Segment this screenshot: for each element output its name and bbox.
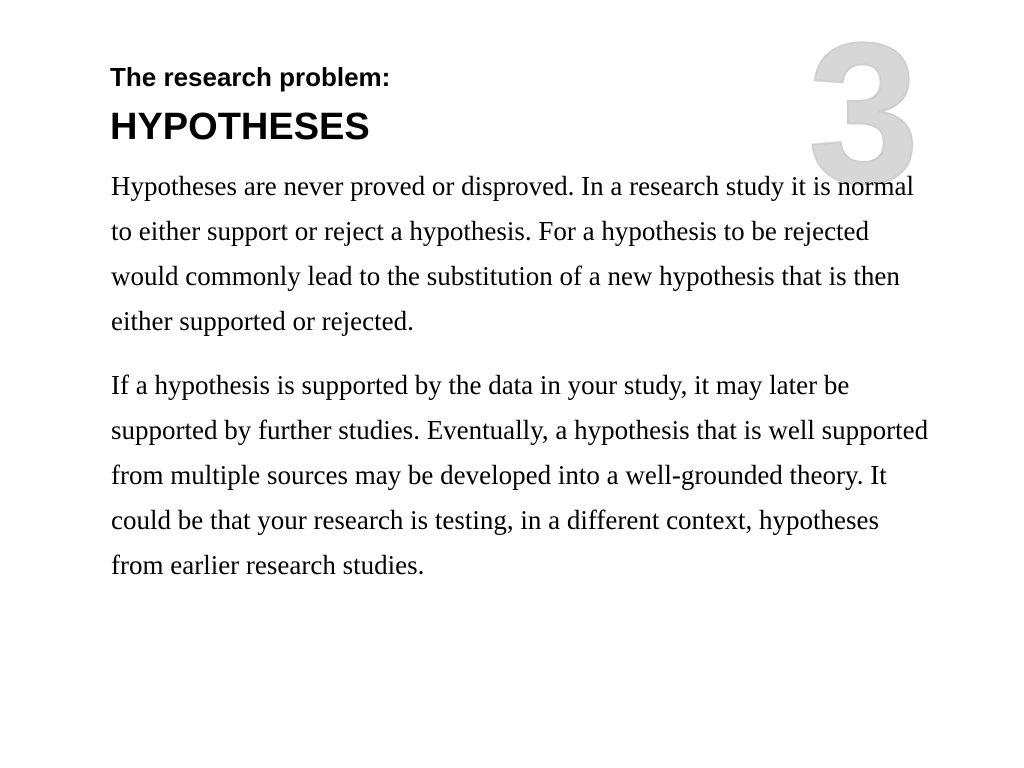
slide-body: [111, 164, 931, 588]
slide-number: 3: [808, 2, 920, 225]
slide-title: HYPOTHESES: [110, 106, 370, 148]
body-paragraph-1: Hypotheses are never proved or disproved. In a research study it is normal to either support or reject a hypothesis. For a hypothesis to be rejected would commonly lead to the substitution of a new hypothesis that is then either supported or rejected.: [111, 171, 914, 336]
body-paragraph-2: If a hypothesis is supported by the data in your study, it may later be supported by further studies. Eventually, a hypothesis that is well supported from multiple sources may be developed into a well-grounded theory. It could be that your research is testing, in a different context, hypotheses from earlier research studies.: [111, 370, 929, 580]
slide-subtitle: The research problem:: [110, 62, 391, 92]
